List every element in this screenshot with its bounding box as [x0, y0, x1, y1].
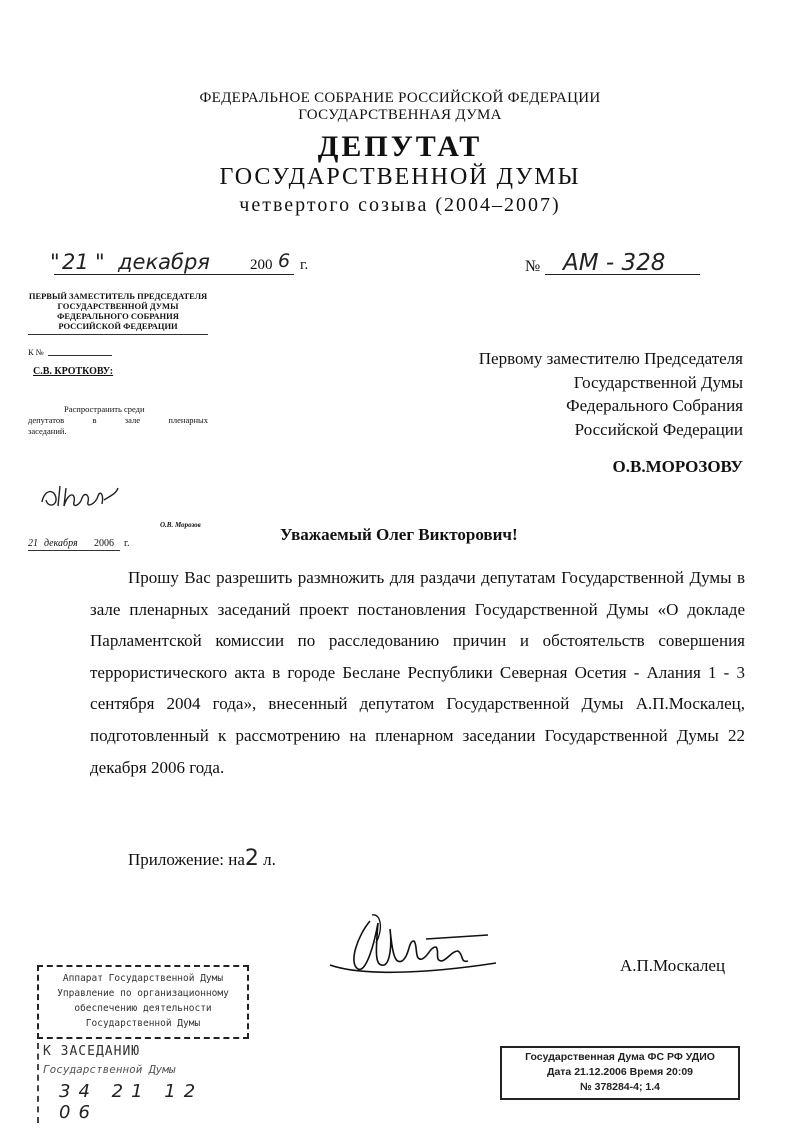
moskalets-signature-icon [318, 905, 498, 985]
letterhead-line2: ГОСУДАРСТВЕННАЯ ДУМА [298, 107, 502, 123]
stamp-left-line: Государственной Думы [85, 1018, 201, 1029]
resolution-office-line: ФЕДЕРАЛЬНОГО СОБРАНИЯ [57, 311, 179, 321]
stamp-left-side [37, 1043, 41, 1123]
stamp-right [500, 1046, 740, 1100]
recipient-block [380, 347, 743, 441]
resolution-instruction-line: депутатов в зале пленарных [28, 415, 208, 425]
attachment-label: Приложение: на [128, 850, 245, 869]
signature-name: А.П.Москалец [620, 956, 726, 975]
date-year-prefix: 200 [250, 257, 273, 273]
recipient-name: О.В.МОРОЗОВУ [612, 457, 743, 476]
stamp-right-line: Дата 21.12.2006 Время 20:09 [546, 1066, 694, 1078]
sign-date-underline [28, 550, 120, 551]
date-close-quote: " [95, 250, 105, 274]
letterhead-convocation: четвертого созыва (2004–2007) [239, 194, 561, 216]
date-line [50, 250, 320, 276]
resolution-k-no: К № [28, 347, 44, 357]
stamp-left-line: обеспечению деятельности [74, 1003, 212, 1014]
stamp-left-line5: К ЗАСЕДАНИЮ [43, 1044, 141, 1059]
stamp-left-date: 34 21 12 06 [59, 1081, 204, 1123]
letterhead-subtitle: ГОСУДАРСТВЕННОЙ ДУМЫ [219, 164, 581, 190]
date-day: 21 [62, 250, 89, 274]
sign-date-suffix: г. [124, 538, 130, 549]
date-year-suffix: г. [300, 257, 309, 273]
resolution-k-no-line [48, 355, 112, 356]
recipient-line: Первому заместителю Председателя [478, 349, 743, 368]
resolution-office-line: ПЕРВЫЙ ЗАМЕСТИТЕЛЬ ПРЕДСЕДАТЕЛЯ [28, 291, 208, 301]
resolution-instruction-line: Распространить среди [64, 404, 145, 414]
resolution-instruction [28, 404, 208, 437]
number-prefix: № [525, 258, 541, 275]
letterhead-line1: ФЕДЕРАЛЬНОЕ СОБРАНИЕ РОССИЙСКОЙ ФЕДЕРАЦИИ [199, 90, 601, 106]
attachment-suffix: л. [263, 850, 276, 869]
stamp-left [37, 965, 249, 1123]
sign-date-year: 2006 [94, 538, 114, 549]
morozov-signature-icon [38, 480, 133, 514]
date-month: декабря [118, 250, 210, 274]
resolution-office-line: ГОСУДАРСТВЕННОЙ ДУМЫ [57, 301, 179, 311]
body-paragraph: Прошу Вас разрешить размножить для раздачи депутатам Государственной Думы в зале пленарных заседаний проект постановления Государственной Думы «О докладе Парламентской комиссии по расследованию причин и обстоятельств совершения террористического акта в городе Беслане Республики Северная Осетия - Алания 1 - 3 сентября 2004 года», внесенный депутатом Государственной Думы А.П.Москалец, подготовленный к рассмотрению на пленарном заседании Государственной Думы 22 декабря 2006 года. [90, 568, 745, 777]
stamp-left-header [43, 971, 243, 1031]
stamp-left-line: Аппарат Государственной Думы [62, 973, 224, 984]
attachment-line [128, 846, 276, 871]
number-line [525, 250, 705, 276]
date-underline [54, 274, 294, 275]
stamp-left-line: Управление по организационному [57, 988, 229, 999]
stamp-right-line: Государственная Дума ФС РФ УДИО [525, 1051, 715, 1063]
resolution-office-line: РОССИЙСКОЙ ФЕДЕРАЦИИ [58, 321, 178, 331]
date-open-quote: " [50, 250, 60, 274]
recipient-line: Федерального Собрания [566, 396, 743, 415]
resolution-instruction-line: заседаний. [28, 426, 67, 436]
recipient-line: Российской Федерации [574, 419, 743, 439]
sign-date-month: декабря [44, 538, 78, 549]
stamp-right-line: № 378284-4; 1.4 [579, 1081, 660, 1093]
date-year-digit: 6 [278, 250, 291, 272]
letterhead-title: ДЕПУТАТ [317, 130, 483, 163]
resolution-signer: О.В. Морозов [160, 521, 201, 529]
resolution-addressee: С.В. КРОТКОВУ: [33, 366, 114, 377]
resolution-divider [28, 334, 208, 335]
resolution-sign-date [28, 538, 148, 552]
number-value: АМ - 328 [563, 250, 666, 276]
salutation: Уважаемый Олег Викторович! [280, 525, 518, 544]
stamp-left-line6: Государственной Думы [43, 1063, 176, 1076]
recipient-line: Государственной Думы [573, 372, 743, 392]
resolution-office [28, 291, 208, 331]
sign-date-day: 21 [28, 538, 38, 549]
attachment-count: 2 [244, 846, 259, 871]
number-underline [545, 274, 700, 275]
